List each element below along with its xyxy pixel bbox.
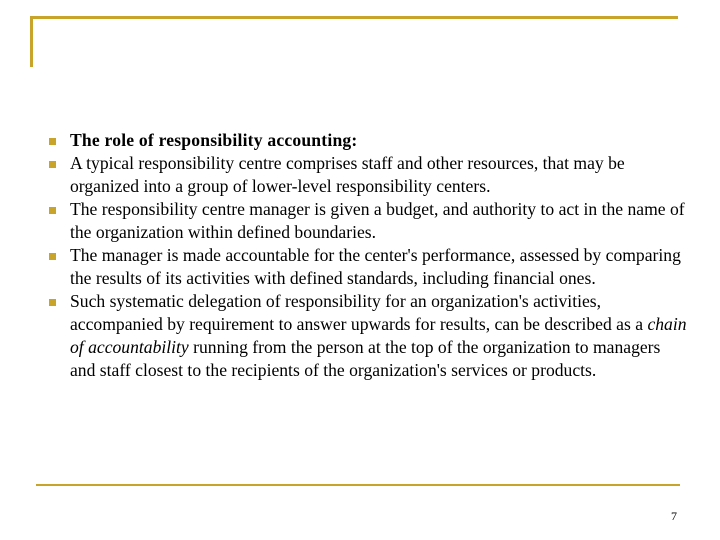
bullet-text-emphasis: chain of accountability	[70, 314, 687, 357]
bullet-heading-text: The role of responsibility accounting:	[70, 130, 358, 150]
bullet-list	[48, 129, 688, 382]
square-bullet-icon	[49, 299, 56, 306]
decorative-bottom-rule	[36, 484, 680, 486]
bullet-text: The responsibility centre manager is given a budget, and authority to act in the name of the organization within defined boundaries.	[70, 199, 685, 242]
decorative-left-rule	[30, 16, 33, 67]
bullet-item-responsibility-centre	[48, 152, 688, 198]
decorative-top-rule	[30, 16, 678, 19]
bullet-item-role	[48, 129, 688, 152]
bullet-text: The manager is made accountable for the center's performance, assessed by comparing the results of its activities with defined standards, including financial ones.	[70, 245, 681, 288]
bullet-item-manager-budget	[48, 198, 688, 244]
slide-body	[48, 129, 688, 382]
bullet-text: A typical responsibility centre comprises staff and other resources, that may be organized into a group of lower-level responsibility centers.	[70, 153, 625, 196]
page-number: 7	[671, 509, 677, 523]
square-bullet-icon	[49, 207, 56, 214]
bullet-text-after: running from the person at the top of the organization to managers and staff closest to the recipients of the organization's services or products.	[70, 337, 661, 380]
square-bullet-icon	[49, 138, 56, 145]
square-bullet-icon	[49, 161, 56, 168]
bullet-item-chain-of-accountability	[48, 290, 688, 382]
bullet-text-before: Such systematic delegation of responsibility for an organization's activities, accompanied by requirement to answer upwards for results, can be described as a	[70, 291, 648, 334]
square-bullet-icon	[49, 253, 56, 260]
bullet-item-manager-accountable	[48, 244, 688, 290]
